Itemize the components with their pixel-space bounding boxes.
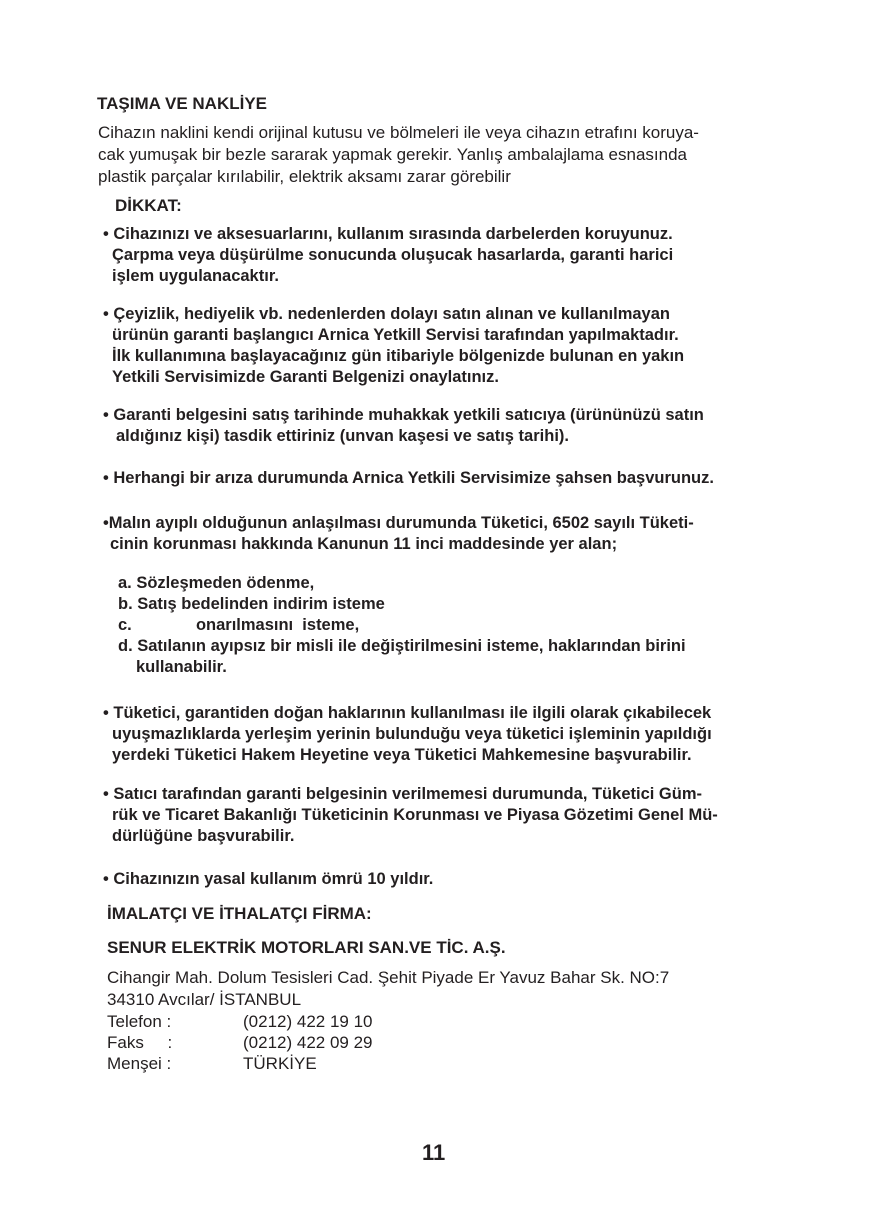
warning-bullet-line: • Herhangi bir arıza durumunda Arnica Yetkili Servisimize şahsen başvurunuz. [103,469,714,487]
warning-bullet-line: • Garanti belgesini satış tarihinde muhakkak yetkili satıcıya (ürününüzü satın [103,406,704,424]
company-address: Cihangir Mah. Dolum Tesisleri Cad. Şehit Piyade Er Yavuz Bahar Sk. NO:7 [107,968,670,987]
warning-bullet-line: • Çeyizlik, hediyelik vb. nedenlerden dolayı satın alınan ve kullanılmayan [103,305,670,323]
warning-bullet-line: • Tüketici, garantiden doğan haklarının kullanılması ile ilgili olarak çıkabilecek [103,704,712,722]
remedy-option: c. onarılmasını isteme, [118,616,360,634]
warning-bullet-line: uyuşmazlıklarda yerleşim yerinin bulunduğu veya tüketici işleminin yapıldığı [112,725,712,743]
transport-line: plastik parçalar kırılabilir, elektrik aksamı zarar görebilir [98,167,511,186]
contact-label: Telefon : [107,1012,172,1031]
warning-bullet-line: Çarpma veya düşürülme sonucunda oluşucak hasarlarda, garanti harici [112,246,674,264]
page-number: 11 [422,1140,446,1165]
contact-label: Faks : [107,1033,173,1052]
transport-heading: TAŞIMA VE NAKLİYE [97,94,268,113]
warning-bullet-line: ürünün garanti başlangıcı Arnica Yetkill Servisi tarafından yapılmaktadır. [112,326,679,344]
warning-bullet-line: • Cihazınızın yasal kullanım ömrü 10 yıldır. [103,870,434,888]
warning-bullet-line: • Cihazınızı ve aksesuarlarını, kullanım sırasında darbelerden koruyunuz. [103,225,673,243]
warning-bullet-line: • Satıcı tarafından garanti belgesinin verilmemesi durumunda, Tüketici Güm- [103,785,702,803]
transport-line: cak yumuşak bir bezle sararak yapmak gerekir. Yanlış ambalajlama esnasında [98,145,687,164]
remedy-option: b. Satış bedelinden indirim isteme [118,595,385,613]
company-address: 34310 Avcılar/ İSTANBUL [107,990,302,1009]
warning-bullet-line: Yetkili Servisimizde Garanti Belgenizi onaylatınız. [112,368,499,386]
warning-bullet-line: dürlüğüne başvurabilir. [112,827,295,845]
contact-value: (0212) 422 09 29 [243,1033,373,1052]
warning-bullet-line: işlem uygulanacaktır. [112,267,279,285]
warning-bullet-line: İlk kullanımına başlayacağınız gün itibariyle bölgenizde bulunan en yakın [112,347,685,365]
warning-bullet-line: cinin korunması hakkında Kanunun 11 inci maddesinde yer alan; [110,535,618,553]
contact-value: TÜRKİYE [243,1054,317,1073]
warning-bullet-line: aldığınız kişi) tasdik ettiriniz (unvan kaşesi ve satış tarihi). [116,427,569,445]
remedy-option: a. Sözleşmeden ödenme, [118,574,315,592]
warning-bullet-line: yerdeki Tüketici Hakem Heyetine veya Tüketici Mahkemesine başvurabilir. [112,746,692,764]
remedy-option: d. Satılanın ayıpsız bir misli ile değiştirilmesini isteme, haklarından birini [118,637,686,655]
warning-bullet-line: rük ve Ticaret Bakanlığı Tüketicinin Korunması ve Piyasa Gözetimi Genel Mü- [112,806,718,824]
manufacturer-heading: İMALATÇI VE İTHALATÇI FİRMA: [107,904,372,923]
warning-heading: DİKKAT: [115,196,182,215]
transport-line: Cihazın naklini kendi orijinal kutusu ve bölmeleri ile veya cihazın etrafını koruya- [98,123,699,142]
warning-bullet-line: •Malın ayıplı olduğunun anlaşılması durumunda Tüketici, 6502 sayılı Tüketi- [103,514,694,532]
remedy-option: kullanabilir. [136,658,227,676]
contact-label: Menşei : [107,1054,172,1073]
contact-value: (0212) 422 19 10 [243,1012,373,1031]
company-name: SENUR ELEKTRİK MOTORLARI SAN.VE TİC. A.Ş. [107,938,506,957]
